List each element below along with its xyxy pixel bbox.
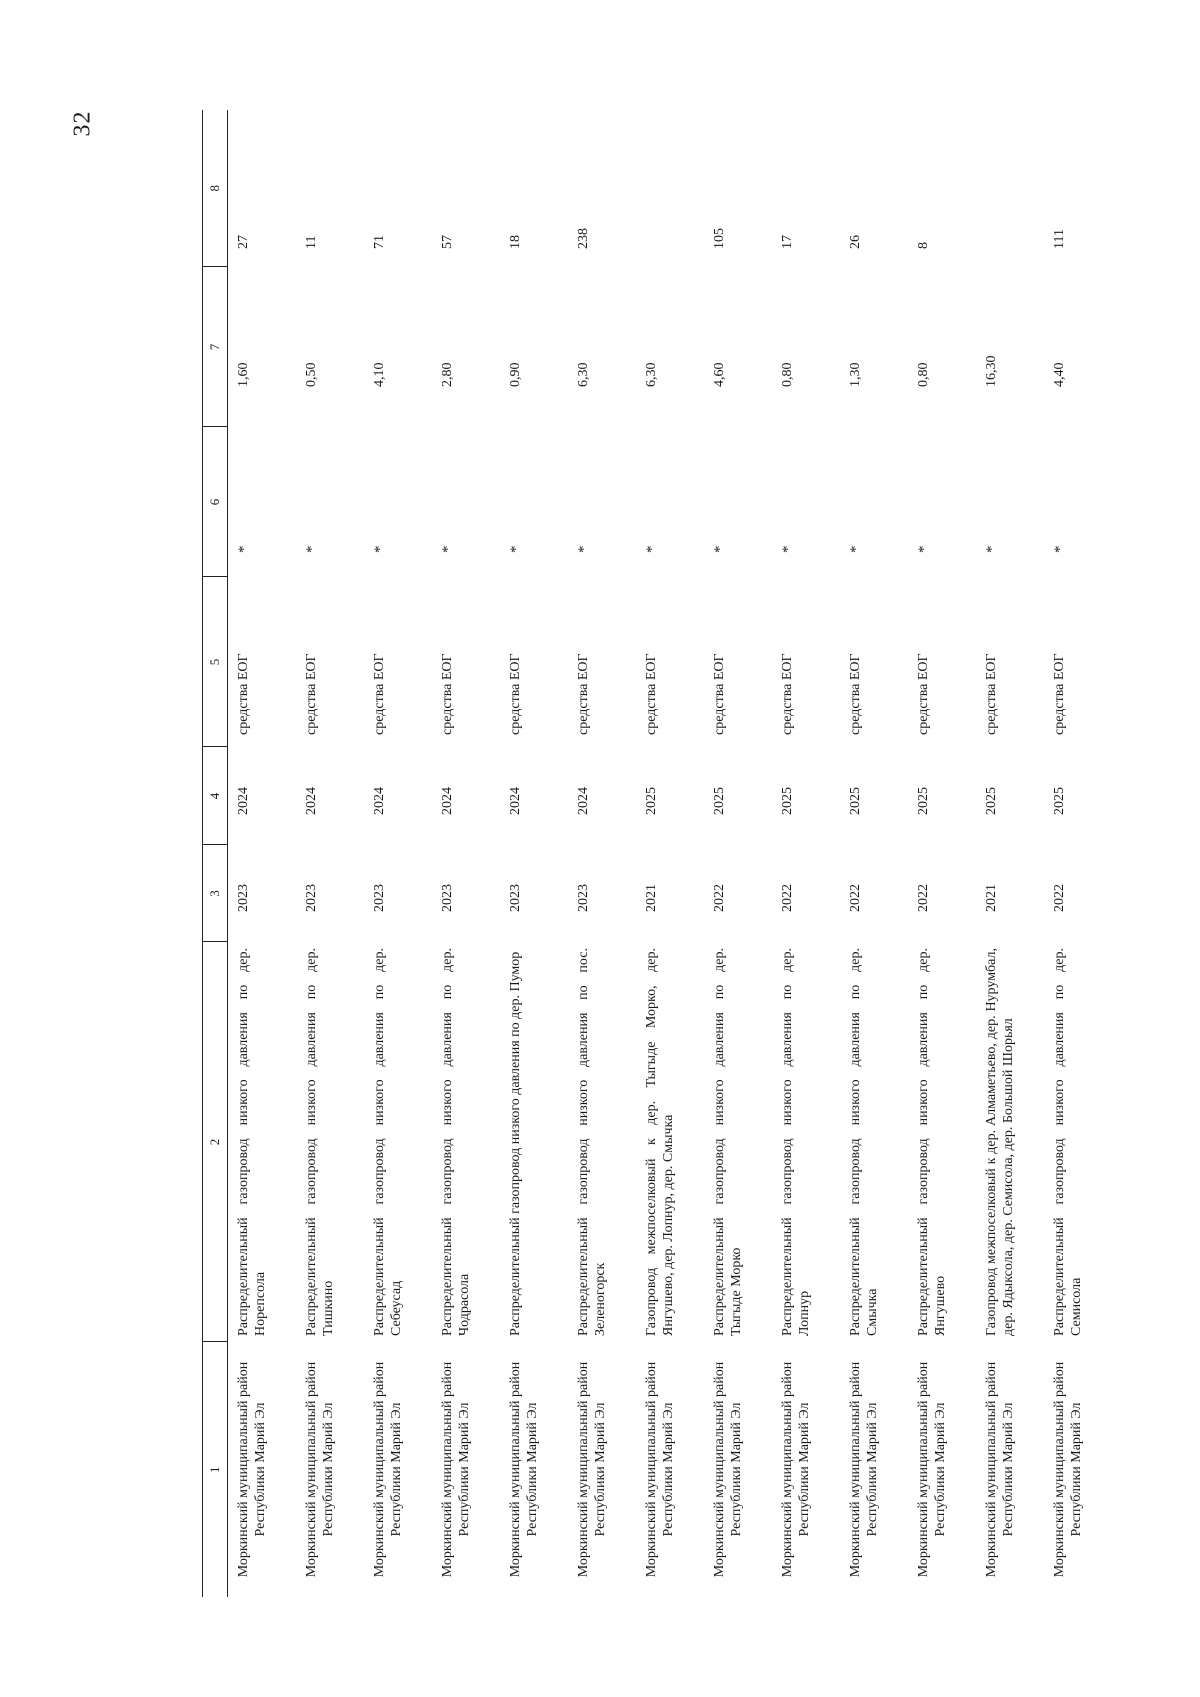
object-cell: Распределительный газопровод низкого давления по дер. Себеусад xyxy=(372,948,404,1336)
length-cell: 6,30 xyxy=(576,362,591,387)
page-number: 32 xyxy=(69,110,96,137)
mark-cell: * xyxy=(508,545,524,553)
length-cell: 4,40 xyxy=(1052,362,1067,387)
object-cell: Распределительный газопровод низкого давления по дер. Семисола xyxy=(1052,948,1084,1336)
end-year-cell: 2025 xyxy=(916,787,931,815)
district-cell: Моркинский муниципальный район Республики Марий Эл xyxy=(576,1361,608,1578)
count-cell xyxy=(976,110,1044,267)
end-year-cell: 2025 xyxy=(644,787,659,815)
count-cell: 71 xyxy=(372,235,387,249)
table-row xyxy=(636,110,704,1597)
table-row xyxy=(296,110,364,1597)
object-cell: Распределительный газопровод низкого давления по пос. Зеленогорск xyxy=(576,948,608,1336)
start-year-cell: 2023 xyxy=(576,884,591,912)
table-row xyxy=(704,110,772,1597)
column-number: 5 xyxy=(203,577,228,747)
column-number: 7 xyxy=(203,267,228,427)
funding-source-cell: средства ЕОГ xyxy=(1052,653,1067,735)
district-cell: Моркинский муниципальный район Республики Марий Эл xyxy=(848,1361,880,1578)
funding-source-cell: средства ЕОГ xyxy=(236,653,251,735)
count-cell: 105 xyxy=(712,228,727,249)
district-cell: Моркинский муниципальный район Республики Марий Эл xyxy=(372,1361,404,1578)
object-cell: Распределительный газопровод низкого давления по дер. Норепсола xyxy=(236,948,268,1336)
count-cell: 11 xyxy=(304,235,319,249)
mark-cell: * xyxy=(372,545,388,553)
start-year-cell: 2021 xyxy=(984,884,999,912)
column-number: 8 xyxy=(203,110,228,267)
table-row xyxy=(976,110,1044,1597)
funding-source-cell: средства ЕОГ xyxy=(712,653,727,735)
length-cell: 6,30 xyxy=(644,362,659,387)
district-cell: Моркинский муниципальный район Республики Марий Эл xyxy=(712,1361,744,1578)
count-cell: 8 xyxy=(916,242,931,249)
table-row xyxy=(568,110,636,1597)
end-year-cell: 2025 xyxy=(848,787,863,815)
count-cell: 238 xyxy=(576,228,591,249)
district-cell: Моркинский муниципальный район Республики Марий Эл xyxy=(236,1361,268,1578)
start-year-cell: 2022 xyxy=(916,884,931,912)
table-row xyxy=(840,110,908,1597)
column-number: 3 xyxy=(203,845,228,942)
mark-cell: * xyxy=(236,545,252,553)
table-row xyxy=(228,110,297,1597)
rotated-table-frame xyxy=(202,110,1084,1597)
end-year-cell: 2024 xyxy=(304,787,319,815)
end-year-cell: 2025 xyxy=(780,787,795,815)
column-number: 1 xyxy=(203,1342,228,1597)
object-cell: Распределительный газопровод низкого давления по дер. Пумор xyxy=(508,951,523,1336)
end-year-cell: 2024 xyxy=(236,787,251,815)
count-cell: 18 xyxy=(508,235,523,249)
length-cell: 1,30 xyxy=(848,362,863,387)
length-cell: 0,80 xyxy=(916,362,931,387)
end-year-cell: 2024 xyxy=(508,787,523,815)
count-cell xyxy=(636,110,704,267)
mark-cell: * xyxy=(576,545,592,553)
end-year-cell: 2025 xyxy=(984,787,999,815)
end-year-cell: 2024 xyxy=(440,787,455,815)
district-cell: Моркинский муниципальный район Республики Марий Эл xyxy=(1052,1361,1084,1578)
length-cell: 0,50 xyxy=(304,362,319,387)
district-cell: Моркинский муниципальный район Республики Марий Эл xyxy=(508,1361,540,1578)
funding-source-cell: средства ЕОГ xyxy=(848,653,863,735)
object-cell: Распределительный газопровод низкого давления по дер. Чодрасола xyxy=(440,948,472,1336)
table-row xyxy=(1044,110,1112,1597)
start-year-cell: 2021 xyxy=(644,884,659,912)
district-cell: Моркинский муниципальный район Республики Марий Эл xyxy=(304,1361,336,1578)
mark-cell: * xyxy=(780,545,796,553)
mark-cell: * xyxy=(1052,545,1068,553)
count-cell: 27 xyxy=(236,235,251,249)
mark-cell: * xyxy=(304,545,320,553)
length-cell: 4,10 xyxy=(372,362,387,387)
object-cell: Распределительный газопровод низкого давления по дер. Смычка xyxy=(848,948,880,1336)
mark-cell: * xyxy=(644,545,660,553)
gasification-schedule-table xyxy=(202,110,1112,1597)
count-cell: 111 xyxy=(1052,229,1067,249)
object-cell: Газопровод межпоселковый к дер. Тыгыде Морко, дер. Янгушево, дер. Лопнур, дер. Смычка xyxy=(644,948,676,1336)
mark-cell: * xyxy=(440,545,456,553)
column-number: 6 xyxy=(203,427,228,577)
length-cell: 1,60 xyxy=(236,362,251,387)
object-cell: Распределительный газопровод низкого давления по дер. Тишкино xyxy=(304,948,336,1336)
district-cell: Моркинский муниципальный район Республики Марий Эл xyxy=(440,1361,472,1578)
district-cell: Моркинский муниципальный район Республики Марий Эл xyxy=(780,1361,812,1578)
object-cell: Распределительный газопровод низкого давления по дер. Тыгыде Морко xyxy=(712,948,744,1336)
funding-source-cell: средства ЕОГ xyxy=(304,653,319,735)
count-cell: 57 xyxy=(440,235,455,249)
start-year-cell: 2022 xyxy=(712,884,727,912)
object-cell: Распределительный газопровод низкого давления по дер. Лопнур xyxy=(780,948,812,1336)
length-cell: 2,80 xyxy=(440,362,455,387)
table-row xyxy=(908,110,976,1597)
end-year-cell: 2025 xyxy=(1052,787,1067,815)
mark-cell: * xyxy=(984,545,1000,553)
table-body xyxy=(228,110,1113,1597)
funding-source-cell: средства ЕОГ xyxy=(576,653,591,735)
table-row xyxy=(364,110,432,1597)
funding-source-cell: средства ЕОГ xyxy=(984,653,999,735)
funding-source-cell: средства ЕОГ xyxy=(916,653,931,735)
start-year-cell: 2023 xyxy=(372,884,387,912)
length-cell: 16,30 xyxy=(984,355,999,387)
start-year-cell: 2023 xyxy=(236,884,251,912)
mark-cell: * xyxy=(848,545,864,553)
start-year-cell: 2022 xyxy=(848,884,863,912)
table-row xyxy=(772,110,840,1597)
length-cell: 0,90 xyxy=(508,362,523,387)
end-year-cell: 2024 xyxy=(576,787,591,815)
funding-source-cell: средства ЕОГ xyxy=(780,653,795,735)
start-year-cell: 2022 xyxy=(1052,884,1067,912)
start-year-cell: 2022 xyxy=(780,884,795,912)
object-cell: Газопровод межпоселковый к дер. Алмаметьево, дер. Нурумбал, дер. Ядыксола, дер. Семисола, дер. Большой Шорьял xyxy=(984,948,1016,1336)
table-header xyxy=(203,110,228,1597)
count-cell: 17 xyxy=(780,235,795,249)
object-cell: Распределительный газопровод низкого давления по дер. Янгушево xyxy=(916,948,948,1336)
column-number: 2 xyxy=(203,942,228,1342)
end-year-cell: 2024 xyxy=(372,787,387,815)
start-year-cell: 2023 xyxy=(304,884,319,912)
mark-cell: * xyxy=(916,545,932,553)
end-year-cell: 2025 xyxy=(712,787,727,815)
district-cell: Моркинский муниципальный район Республики Марий Эл xyxy=(984,1361,1016,1578)
length-cell: 4,60 xyxy=(712,362,727,387)
funding-source-cell: средства ЕОГ xyxy=(440,653,455,735)
length-cell: 0,80 xyxy=(780,362,795,387)
table-row xyxy=(500,110,568,1597)
funding-source-cell: средства ЕОГ xyxy=(644,653,659,735)
mark-cell: * xyxy=(712,545,728,553)
funding-source-cell: средства ЕОГ xyxy=(508,653,523,735)
table-row xyxy=(432,110,500,1597)
start-year-cell: 2023 xyxy=(440,884,455,912)
count-cell: 26 xyxy=(848,235,863,249)
start-year-cell: 2023 xyxy=(508,884,523,912)
column-number: 4 xyxy=(203,747,228,845)
district-cell: Моркинский муниципальный район Республики Марий Эл xyxy=(644,1361,676,1578)
funding-source-cell: средства ЕОГ xyxy=(372,653,387,735)
district-cell: Моркинский муниципальный район Республики Марий Эл xyxy=(916,1361,948,1578)
